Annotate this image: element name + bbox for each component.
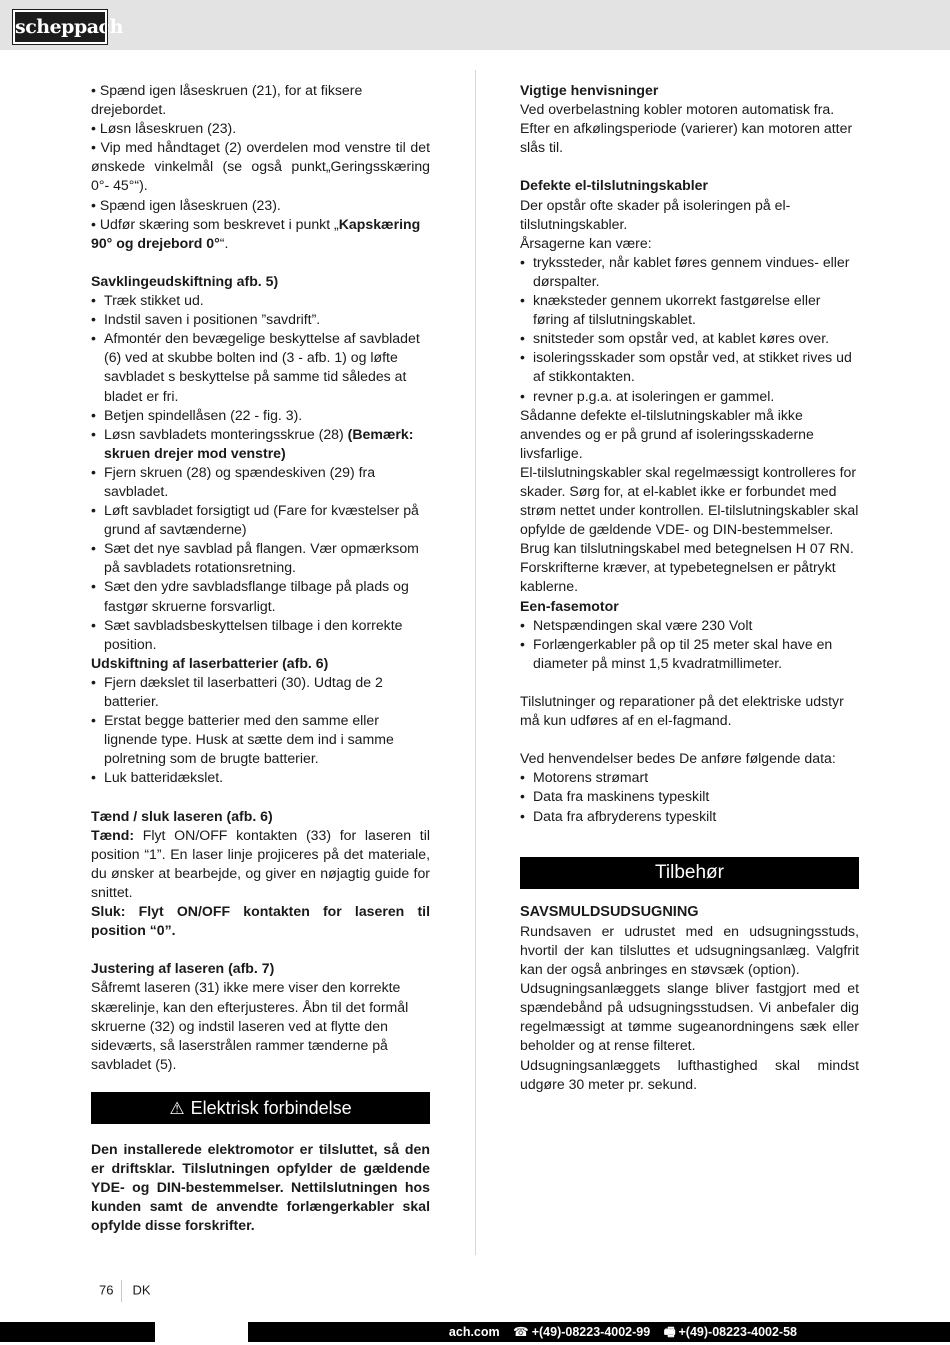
causes-intro: Årsagerne kan være:: [520, 234, 652, 251]
cables-text: Sådanne defekte el-tilslutningskabler må ikke anvendes og er på grund af isoleringsskaderne livsfarlige.: [520, 406, 814, 461]
laser-on-text: Tænd: Flyt ON/OFF kontakten (33) for laseren til position “1”. En laser linje projiceres på det materiale, du ønsker at bearbejde, og giver en nøjagtig guide for snittet.: [91, 826, 430, 900]
right-column: [520, 81, 859, 1094]
dust-text: Rundsaven er udrustet med en udsugningsstuds, hvortil der kan tilsluttes et udsugningsanlæg. Valgfrit kan der også anbringes en støvsæk (option).: [520, 922, 859, 978]
cables-text: El-tilslutningskabler skal regelmæssigt kontrolleres for skader. Sørg for, at el-kablet ikke er forbundet med strøm nettet under kontrollen. El-tilslutningskabler skal opfylde de gældende VDE- og DIN-bestemmelser. Brug kan tilslutningskabel med betegnelsen H 07 RN.: [520, 463, 859, 557]
list-item: • Løsn savbladets monteringsskrue (28) (Bemærk: skruen drejer mod venstre): [91, 425, 430, 463]
list-item: • Data fra maskinens typeskilt: [520, 787, 859, 806]
contact-bar: [0, 1322, 950, 1342]
cables-text: Forskrifterne kræver, at typebetegnelsen er påtrykt kablerne.: [520, 559, 836, 595]
list-item: • revner p.g.a. at isoleringen er gammel.: [520, 387, 859, 406]
dust-text: Udsugningsanlæggets lufthastighed skal mindst udgøre 30 meter pr. sekund.: [520, 1056, 859, 1092]
intro-line-cut: • Udfør skæring som beskrevet i punkt „Kapskæring 90° og drejebord 0°“.: [91, 215, 421, 251]
column-divider: [475, 70, 476, 1255]
intro-line: • Vip med håndtaget (2) overdelen mod venstre til det ønskede vinkelmål (se også punkt„Geringsskæring 0°- 45°“).: [91, 139, 430, 194]
phone-icon: ☎: [513, 1325, 529, 1339]
list-item: • Træk stikket ud.: [91, 291, 430, 310]
accessories-section-banner: Tilbehør: [520, 857, 859, 889]
cables-text: Der opstår ofte skader på isoleringen på el-tilslutningskabler.: [520, 196, 791, 232]
contact-intro: Ved henvendelser bedes De anføre følgende data:: [520, 750, 836, 767]
warning-triangle-icon: ⚠: [169, 1098, 185, 1118]
blade-section-title: Savklingeudskiftning afb. 5): [91, 272, 279, 289]
laser-adjust-text: Såfremt laseren (31) ikke mere viser den korrekte skærelinje, kan den efterjusteres. Åbn til det formål skruerne (32) og indstil laseren ved at flytte den sideværts, så laserstrålen rammer tænderne på savbladet (5).: [91, 979, 409, 1072]
header-bar: [0, 0, 950, 50]
page-footer: [99, 1280, 151, 1302]
list-item: • Forlængerkabler på op til 25 meter skal have en diameter på minst 1,5 kvadratmillimeter.: [520, 635, 859, 673]
electric-section-banner: ⚠ Elektrisk forbindelse: [91, 1092, 430, 1124]
electric-intro-text: Den installerede elektromotor er tilsluttet, så den er driftsklar. Tilslutningen opfylder de gældende YDE- og DIN-bestemmelser. Nettilslutningen hos kunden samt de anvendte forlængerkabler skal opfylde disse forskrifter.: [91, 1140, 430, 1234]
list-item: • Fjern skruen (28) og spændeskiven (29) fra savbladet.: [91, 463, 430, 501]
list-item: • Løft savbladet forsigtigt ud (Fare for kvæstelser på grund af savtænderne): [91, 501, 430, 539]
brand-logo: scheppach: [13, 10, 107, 44]
list-item: • Data fra afbryderens typeskilt: [520, 807, 859, 826]
list-item: • Sæt det nye savblad på flangen. Vær opmærksom på savbladets rotationsretning.: [91, 539, 430, 577]
repair-text: Tilslutninger og reparationer på det elektriske udstyr må kun udføres af en el-fagmand.: [520, 693, 844, 729]
list-item: • isoleringsskader som opstår ved, at stikket rives ud af stikkontakten.: [520, 348, 859, 386]
list-item: • Sæt den ydre savbladsflange tilbage på plads og fastgør skruerne forsvarligt.: [91, 577, 430, 615]
cables-title: Defekte el-tilslutningskabler: [520, 177, 708, 194]
intro-line: • Løsn låseskruen (23).: [91, 120, 237, 137]
list-item: • snitsteder som opstår ved, at kablet køres over.: [520, 329, 859, 348]
notes-title: Vigtige henvisninger: [520, 82, 659, 98]
intro-line: • Spænd igen låseskruen (21), for at fiksere drejebordet.: [91, 82, 363, 118]
list-item: • Netspændingen skal være 230 Volt: [520, 616, 859, 635]
website-text: ach.com: [448, 1325, 500, 1339]
phone-number: +(49)-08223-4002-99: [531, 1325, 651, 1339]
notes-text: Ved overbelastning kobler motoren automatisk fra. Efter en afkølingsperiode (varierer) kan motoren atter slås til.: [520, 101, 853, 156]
language-code: DK: [132, 1282, 151, 1298]
list-item: • Erstat begge batterier med den samme eller lignende type. Husk at sætte dem ind i samme polretning som de brugte batterier.: [91, 711, 430, 768]
battery-section-title: Udskiftning af laserbatterier (afb. 6): [91, 654, 329, 671]
list-item: • Afmontér den bevægelige beskyttelse af savbladet (6) ved at skubbe bolten ind (3 - afb. 1) og løfte savbladet s beskyttelse på samme tid således at bladet er fri.: [91, 329, 430, 405]
dust-extraction-title: SAVSMULDSUDSUGNING: [520, 903, 699, 920]
list-item: • Indstil saven i positionen ”savdrift”.: [91, 310, 430, 329]
list-item: • Luk batteridækslet.: [91, 768, 430, 787]
intro-line: • Spænd igen låseskruen (23).: [91, 196, 281, 213]
motor-title: Een-fasemotor: [520, 597, 619, 614]
dust-text: Udsugningsanlæggets slange bliver fastgjort med et spændebånd på udsugningsstudsen. Vi anbefaler dig regelmæssigt at tømme sugeanordningens sæk eller beholder og at rense filteret.: [520, 980, 859, 1054]
list-item: • knæksteder gennem ukorrekt fastgørelse eller føring af tilslutningskablet.: [520, 291, 859, 329]
contact-info: [449, 1322, 797, 1342]
list-item: • trykssteder, når kablet føres gennem vindues- eller dørspalter.: [520, 253, 859, 291]
laser-adjust-title: Justering af laseren (afb. 7): [91, 960, 275, 977]
list-item: • Betjen spindellåsen (22 - fig. 3).: [91, 406, 430, 425]
fax-icon: 🖷: [663, 1325, 676, 1339]
fax-number: +(49)-08223-4002-58: [678, 1325, 797, 1339]
list-item: • Fjern dækslet til laserbatteri (30). Udtag de 2 batterier.: [91, 673, 430, 711]
page-number: 76: [99, 1282, 114, 1298]
list-item: • Sæt savbladsbeskyttelsen tilbage i den korrekte position.: [91, 616, 430, 654]
laser-off-text: Sluk: Flyt ON/OFF kontakten for laseren til position “0”.: [91, 903, 430, 939]
list-item: • Motorens strømart: [520, 768, 859, 787]
laser-section-title: Tænd / sluk laseren (afb. 6): [91, 807, 273, 824]
left-column: [91, 81, 430, 1235]
